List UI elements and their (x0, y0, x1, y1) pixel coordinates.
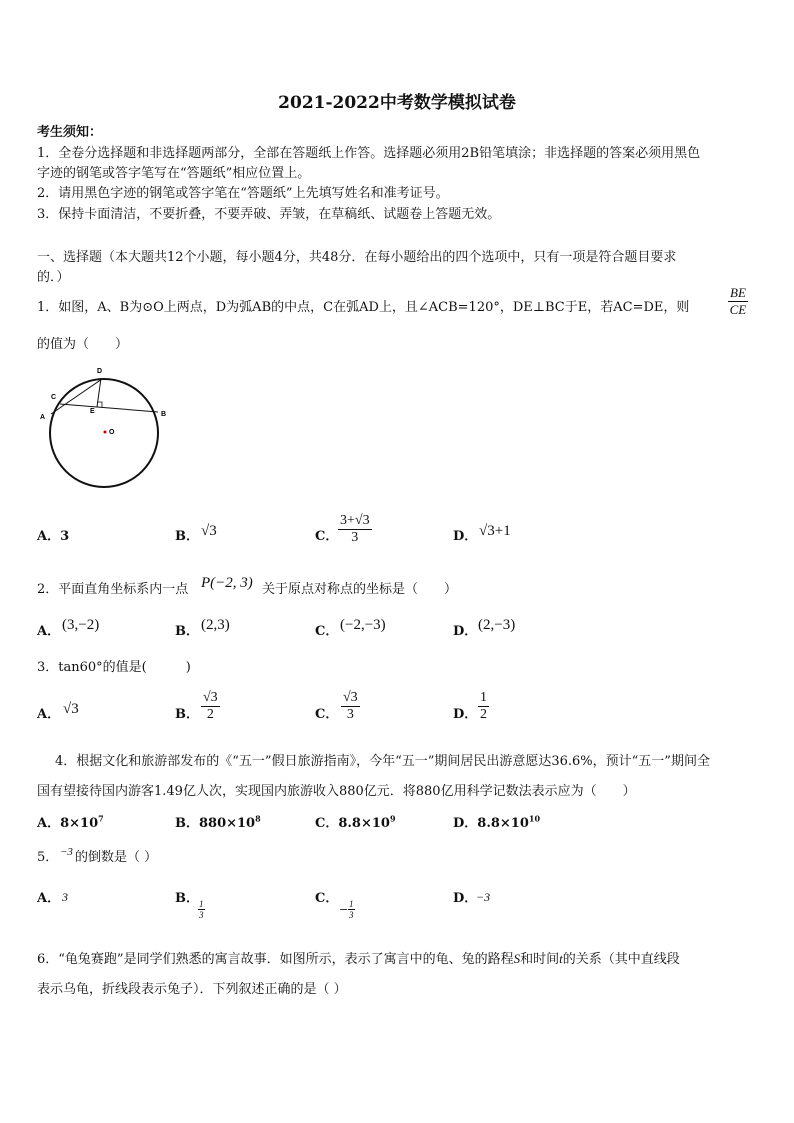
label-o: O (109, 429, 115, 436)
q5-value: −3 (60, 846, 73, 858)
q5-option-d-label[interactable]: D． (453, 891, 478, 906)
q1-frac-den: CE (729, 302, 747, 317)
q5-option-b-label[interactable]: B． (175, 891, 199, 906)
q5-option-c-value: $\frac{1}{3}$ (349, 899, 354, 920)
q1-text: 1．如图，A、B为⊙O上两点，D为弧AB的中点，C在弧AD上，且∠ACB=120°，DE⊥BC于E，若AC=DE，则 (37, 300, 690, 315)
q2-text-a: 2．平面直角坐标系内一点 (37, 582, 189, 597)
section-heading-line1: 一、选择题（本大题共12个小题，每小题4分，共48分．在每小题给出的四个选项中，只有一项是符合题目要求 (37, 250, 677, 265)
q5-prefix: 5． (37, 850, 59, 865)
q3-c-num: √3 (343, 690, 358, 705)
q1-text2: 的值为（ ） (37, 337, 129, 352)
q1-option-b-value: √3 (201, 523, 217, 539)
notice-item-3: 3．保持卡面清洁，不要折叠，不要弄破、弄皱，在草稿纸、试题卷上答题无效。 (37, 207, 501, 222)
q2-option-d-value: (2,−3) (478, 617, 516, 633)
q3-option-d-label[interactable]: D． (453, 707, 478, 722)
q3-d-num: 1 (480, 690, 487, 705)
q3-option-b-value (201, 690, 220, 723)
center-point (104, 431, 107, 434)
q3-option-d-value (478, 690, 489, 723)
notice-item-1-cont: 字迹的钢笔或答字笔写在“答题纸”相应位置上。 (37, 166, 311, 181)
notice-item-2: 2．请用黑色字迹的钢笔或答字笔在“答题纸”上先填写姓名和准考证号。 (37, 186, 449, 201)
label-d: D (97, 368, 103, 375)
label-e: E (90, 408, 95, 415)
q3-option-c-value (341, 690, 360, 723)
q6-var-t: t (559, 951, 563, 966)
q5-option-c-label[interactable]: C． (315, 891, 339, 906)
notice-heading: 考生须知： (37, 125, 103, 140)
q3-d-den: 2 (480, 707, 487, 722)
label-a: A (40, 414, 46, 421)
q2-point: P(−2, 3) (201, 575, 253, 591)
q2-option-c-label[interactable]: C． (315, 624, 339, 639)
notice-item-1: 1．全卷分选择题和非选择题两部分，全部在答题纸上作答。选择题必须用2B铅笔填涂；非选择题的答案必须用黑色 (37, 146, 701, 161)
q3-b-den: 2 (206, 707, 214, 722)
q5-option-a-value: 3 (62, 890, 68, 904)
q1-option-b-label[interactable]: B． (175, 529, 199, 544)
q4-line1: 4．根据文化和旅游部发布的《“五一”假日旅游指南》，今年“五一”期间居民出游意愿达36.6%，预计“五一”期间全 (55, 754, 710, 769)
q4-option-b[interactable]: B．$880\times 10^8$ (175, 813, 261, 831)
q3-option-b-label[interactable]: B． (175, 707, 199, 722)
q1-option-c-value (338, 513, 372, 546)
q3-option-a-label[interactable]: A． (37, 707, 61, 722)
q3-c-den: 3 (346, 707, 354, 722)
q1-option-a[interactable]: A．3 (37, 529, 70, 544)
q2-option-b-label[interactable]: B． (175, 624, 199, 639)
q2-text-b: 关于原点对称点的坐标是（ ） (262, 582, 458, 597)
q5-option-b-value: $\frac{1}{3}$ (199, 899, 204, 920)
q2-option-a-value: (3,−2) (62, 617, 100, 633)
segment-cb (60, 404, 158, 412)
section-heading-line2: 的．） (37, 270, 70, 285)
q1-option-c-label[interactable]: C． (315, 529, 339, 544)
q3-b-num: √3 (203, 690, 218, 705)
q4-option-d[interactable]: D．$8.8\times 10^{10}$ (453, 813, 541, 831)
label-c: C (51, 394, 57, 401)
q1-circle-figure (38, 362, 173, 492)
q5-option-a-label[interactable]: A． (37, 891, 61, 906)
q1-c-num: 3+√3 (340, 513, 370, 528)
q3-option-c-label[interactable]: C． (315, 707, 339, 722)
q5-suffix: 的倒数是（ ） (75, 850, 158, 865)
q3-text: 3．tan60°的值是( ) (37, 660, 191, 675)
q6-var-s: S (513, 951, 521, 966)
label-b: B (161, 411, 167, 418)
q5-option-d-value: −3 (476, 890, 491, 904)
q6-line1: 6．“龟兔赛跑”是同学们熟悉的寓言故事．如图所示，表示了寓言中的龟、兔的路程S和时间t的关系（其中直线段 (37, 951, 680, 967)
q3-option-a-value: √3 (63, 701, 79, 717)
q1-frac-num: BE (730, 285, 746, 300)
q1-option-d-label[interactable]: D． (453, 529, 478, 544)
q4-option-a[interactable]: A．$8\times 10^7$ (37, 813, 104, 831)
q5-option-c-sign: − (339, 903, 349, 916)
q6-line2: 表示乌龟，折线段表示兔子）．下列叙述正确的是（ ） (37, 982, 347, 997)
q2-option-d-label[interactable]: D． (453, 624, 478, 639)
q1-fraction (728, 285, 748, 318)
q4-line2: 国有望接待国内游客1.49亿人次，实现国内旅游收入880亿元．将880亿用科学记数法表示应为（ ） (37, 784, 636, 799)
q1-option-d-value: √3+1 (479, 523, 511, 539)
q2-option-b-value: (2,3) (201, 617, 230, 633)
q2-option-a-label[interactable]: A． (37, 624, 61, 639)
page-title: 2021-2022中考数学模拟试卷 (278, 93, 516, 113)
q2-option-c-value: (−2,−3) (340, 617, 386, 633)
q4-option-c[interactable]: C．$8.8\times 10^9$ (315, 813, 396, 831)
q1-c-den: 3 (351, 530, 359, 545)
